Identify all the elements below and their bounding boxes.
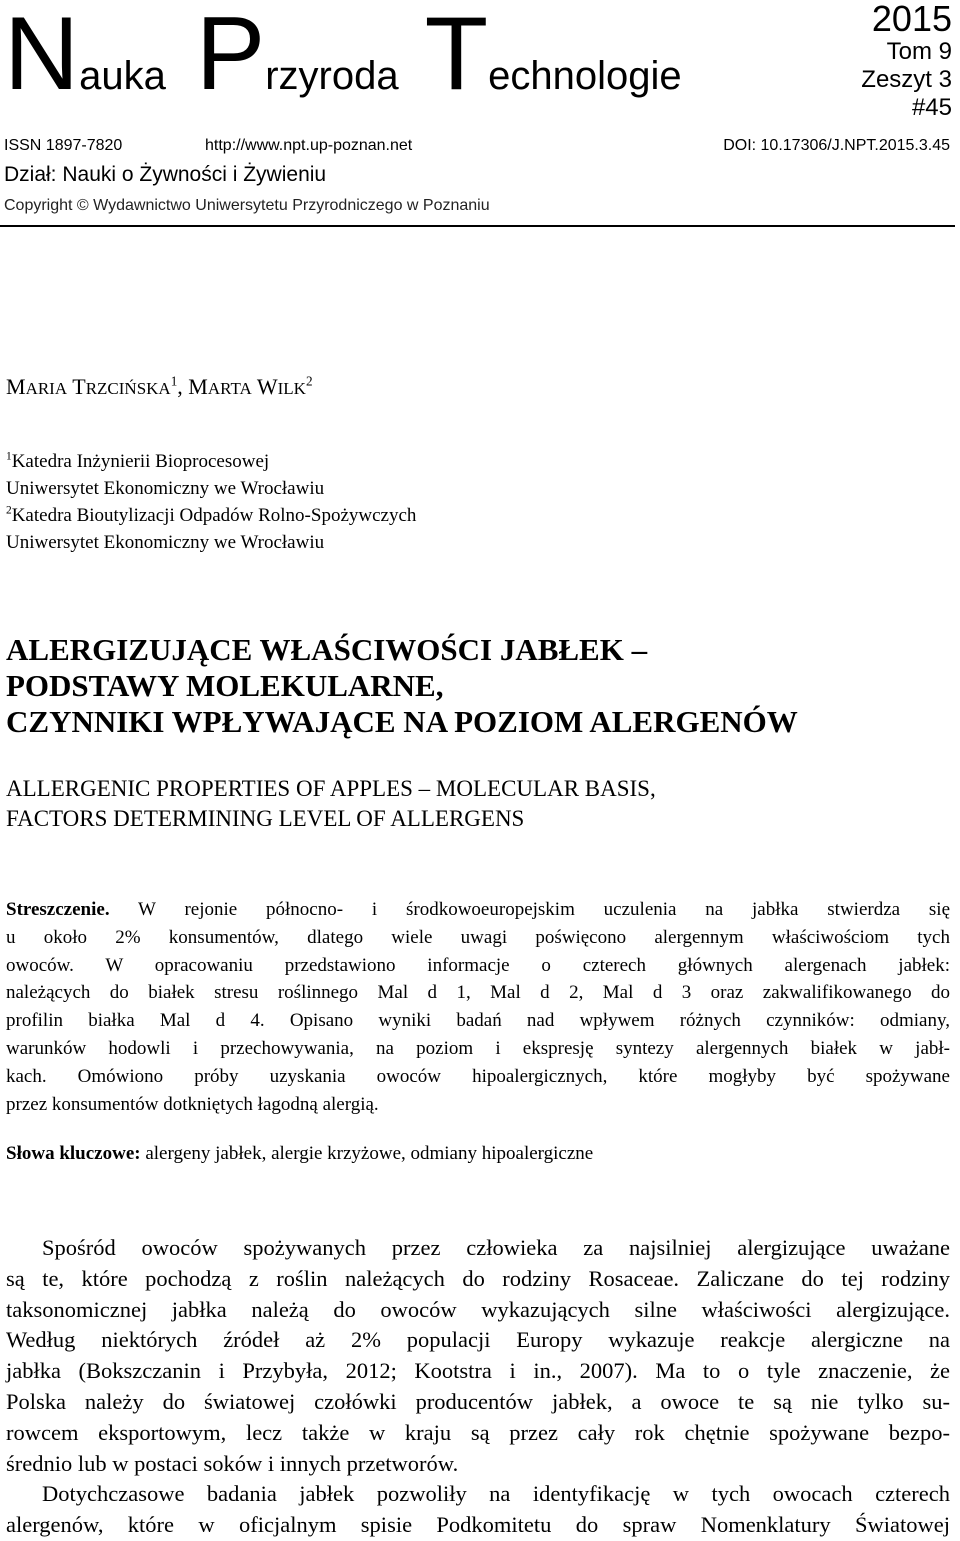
issn: ISSN 1897-7820	[4, 137, 123, 154]
affiliation-1-university: Uniwersytet Ekonomiczny we Wrocławiu	[6, 478, 325, 499]
section-name: Dział: Nauki o Żywności i Żywieniu	[4, 163, 327, 186]
issue-number: Zeszyt 3	[861, 66, 952, 93]
author-2: MARTA WILK$^2$	[188, 373, 313, 399]
journal-title	[4, 2, 704, 112]
author-separator: ,	[177, 374, 189, 399]
title-pl-line: CZYNNIKI WPŁYWAJĄCE NA POZIOM ALERGENÓW	[6, 704, 798, 739]
article-number: #45	[911, 94, 952, 121]
journal-url[interactable]: http://www.npt.up-poznan.net	[205, 137, 413, 154]
title-en-line: ALLERGENIC PROPERTIES OF APPLES – MOLECULAR BASIS,	[6, 776, 656, 801]
identifier-line	[4, 136, 950, 156]
body-line: jabłka (Bokszczanin i Przybyła, 2012; Kootstra i in., 2007). Ma to o tyle znaczenie, że	[6, 1358, 950, 1384]
issue-info	[752, 0, 952, 122]
body-line: Według niektórych źródeł aż 2% populacji Europy wykazuje reakcje alergiczne na	[6, 1327, 950, 1353]
body-line: rowcem eksportowym, lecz także w kraju są przez cały rok chętnie spożywane bezpo-	[6, 1419, 950, 1445]
body-line: taksonomicznej jabłka należą do owoców wykazujących silne właściwości alergizujące.	[6, 1296, 950, 1322]
journal-title-initial-t: T	[424, 0, 489, 112]
keywords-label: Słowa kluczowe:	[6, 1143, 141, 1164]
abstract-line: u około 2% konsumentów, dlatego wiele uwagi poświęcono alergennym właściwościom tych	[6, 926, 950, 948]
abstract	[6, 896, 950, 1118]
keywords	[6, 1140, 950, 1167]
title-pl-line: ALERGIZUJĄCE WŁAŚCIWOŚCI JABŁEK –	[6, 632, 648, 667]
keywords-text: alergeny jabłek, alergie krzyżowe, odmiany hipoalergiczne	[140, 1143, 594, 1164]
journal-title-word-1: auka	[79, 54, 166, 98]
body-line: średnio lub w postaci soków i innych przetworów.	[6, 1450, 459, 1476]
body-line: Polska należy do światowej czołówki producentów jabłek, a owoce te są nie tylko su-	[6, 1388, 950, 1414]
body-line: alergenów, które w oficjalnym spisie Podkomitetu do spraw Nomenklatury Światowej	[6, 1512, 950, 1538]
journal-title-initial-p: P	[195, 0, 266, 112]
title-en-line: FACTORS DETERMINING LEVEL OF ALLERGENS	[6, 806, 525, 831]
affiliation-1-department: $^1$Katedra Inżynierii Bioprocesowej	[6, 450, 270, 472]
abstract-line: profilin białka Mal d 4. Opisano wyniki badań nad wpływem różnych czynników: odmiany,	[6, 1010, 950, 1032]
article-title-english	[6, 774, 946, 834]
article-title-polish	[6, 632, 946, 740]
affiliations	[6, 448, 416, 556]
abstract-line: owoców. W opracowaniu przedstawiono informacje o czterech głównych alergenach jabłek:	[6, 954, 950, 976]
journal-title-word-3: echnologie	[488, 54, 682, 98]
abstract-line: Streszczenie. W rejonie północno- i środkowoeuropejskim uczulenia na jabłka stwierdza się	[6, 899, 950, 920]
abstract-line: przez konsumentów dotkniętych łagodną alergią.	[6, 1093, 379, 1115]
doi[interactable]: DOI: 10.17306/J.NPT.2015.3.45	[723, 137, 950, 154]
header-divider	[0, 225, 955, 227]
author-1: MARIA TRZCIŃSKA$^1$	[6, 373, 178, 399]
affiliation-2-university: Uniwersytet Ekonomiczny we Wrocławiu	[6, 532, 325, 553]
affiliation-2-department: $^2$Katedra Bioutylizacji Odpadów Rolno-Spożywczych	[6, 504, 417, 526]
abstract-label: Streszczenie.	[6, 899, 110, 920]
abstract-line: należących do białek stresu roślinnego Mal d 1, Mal d 2, Mal d 3 oraz zakwalifikowanego do	[6, 982, 950, 1004]
body-line: Spośród owoców spożywanych przez człowieka za najsilniej alergizujące uważane	[42, 1235, 950, 1260]
abstract-line: kach. Omówiono próby uzyskania owoców hipoalergicznych, które mogłyby być spożywane	[6, 1065, 950, 1087]
abstract-line: warunków hodowli i przechowywania, na poziom i ekspresję syntezy alergennych białek w jabł-	[6, 1037, 950, 1059]
title-pl-line: PODSTAWY MOLEKULARNE,	[6, 668, 444, 703]
body-text	[6, 1233, 950, 1541]
body-line: są te, które pochodzą z roślin należących do rodziny Rosaceae. Zaliczane do tej rodziny	[6, 1265, 950, 1291]
copyright-notice: Copyright © Wydawnictwo Uniwersytetu Przyrodniczego w Poznaniu	[4, 197, 490, 214]
authors	[6, 372, 313, 404]
body-line: Dotychczasowe badania jabłek pozwoliły na identyfikację w tych owocach czterech	[42, 1481, 950, 1507]
journal-title-word-2: rzyroda	[265, 54, 399, 98]
issue-volume: Tom 9	[886, 38, 952, 65]
issue-year: 2015	[871, 0, 952, 39]
journal-title-initial-n: N	[4, 0, 80, 112]
